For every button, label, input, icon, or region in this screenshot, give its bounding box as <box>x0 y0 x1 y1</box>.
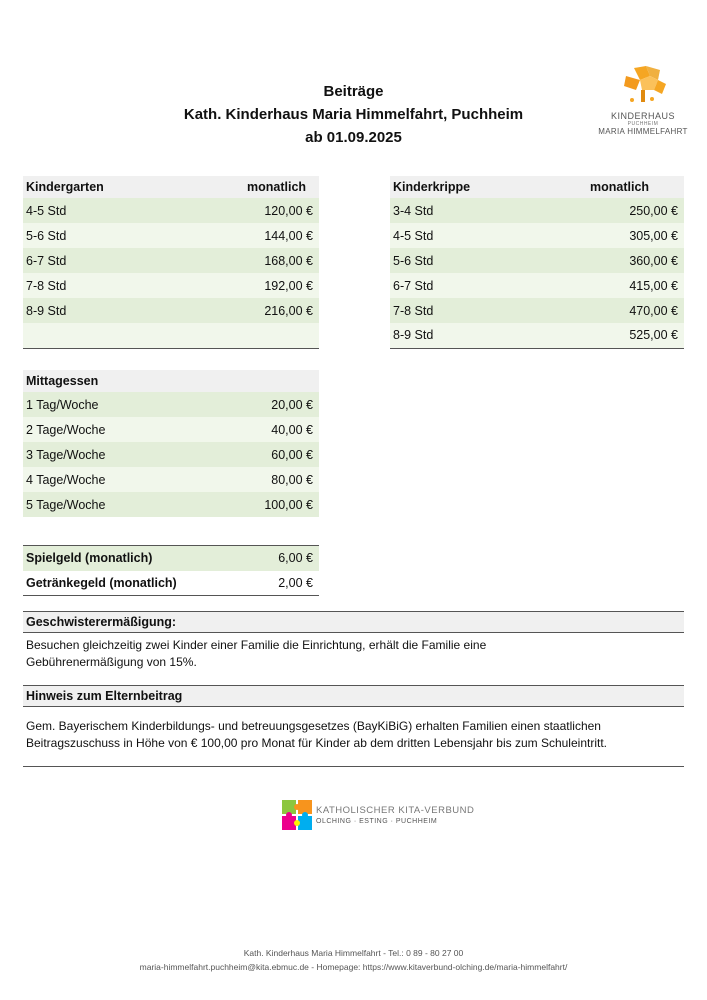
row-value: 100,00 € <box>223 492 319 517</box>
row-label: 5-6 Std <box>23 223 203 248</box>
row-label: 3-4 Std <box>390 198 550 223</box>
table-row <box>390 298 684 323</box>
row-label: 3 Tage/Woche <box>23 442 223 467</box>
row-value: 80,00 € <box>223 467 319 492</box>
row-value: 250,00 € <box>550 198 684 223</box>
geschwister-heading: Geschwisterermäßigung: <box>23 611 684 633</box>
row-value: 470,00 € <box>550 298 684 323</box>
table-row <box>390 248 684 273</box>
row-label: 7-8 Std <box>390 298 550 323</box>
geschwister-section <box>23 611 684 675</box>
table-row <box>390 323 684 348</box>
tree-logo-icon <box>620 66 666 104</box>
hinweis-text: Gem. Bayerischem Kinderbildungs- und betreuungsgesetzes (BayKiBiG) erhalten Familien einen staatlichen Beitragszuschuss in Höhe von € 100,00 pro Monat für Kinder ab dem dritten Lebensjahr bis zum Schuleintritt. <box>26 719 607 750</box>
table-header <box>23 370 319 392</box>
table-row <box>23 392 319 417</box>
table-row <box>23 417 319 442</box>
table-row <box>23 492 319 517</box>
table-row <box>23 546 319 571</box>
table-row <box>23 571 319 596</box>
row-label: Spielgeld (monatlich) <box>23 546 223 571</box>
page-title-line2: Kath. Kinderhaus Maria Himmelfahrt, Puchheim <box>183 106 524 123</box>
row-value: 40,00 € <box>223 417 319 442</box>
table-header <box>23 176 319 198</box>
row-value: 216,00 € <box>203 298 319 323</box>
table-row <box>23 273 319 298</box>
row-label: 8-9 Std <box>390 323 550 348</box>
column-header-monatlich: monatlich <box>203 176 319 198</box>
footer-line2: maria-himmelfahrt.puchheim@kita.ebmuc.de - Homepage: https://www.kitaverbund-olching.de/maria-himmelfahrt/ <box>139 962 568 972</box>
hinweis-heading: Hinweis zum Elternbeitrag <box>23 685 684 707</box>
row-label: 4 Tage/Woche <box>23 467 223 492</box>
table-row <box>390 223 684 248</box>
footer-line1: Kath. Kinderhaus Maria Himmelfahrt - Tel.: 0 89 - 80 27 00 <box>243 948 464 958</box>
table-header <box>390 176 684 198</box>
row-label: 4-5 Std <box>23 198 203 223</box>
row-value: 305,00 € <box>550 223 684 248</box>
column-header-monatlich: monatlich <box>550 176 684 198</box>
table-row <box>23 467 319 492</box>
kindergarten-table <box>23 176 319 349</box>
table-row <box>390 273 684 298</box>
page-title-line1: Beiträge <box>323 83 384 100</box>
row-label: 8-9 Std <box>23 298 203 323</box>
row-label: Getränkegeld (monatlich) <box>23 571 223 596</box>
table-row <box>23 442 319 467</box>
row-label: 6-7 Std <box>390 273 550 298</box>
row-value: 60,00 € <box>223 442 319 467</box>
extras-table <box>23 545 319 596</box>
table-row <box>23 298 319 323</box>
column-header-mittagessen: Mittagessen <box>23 370 223 392</box>
kita-verbund-logo <box>282 800 474 830</box>
logo-text-kinderhaus: KINDERHAUS <box>610 111 675 121</box>
verbund-title: KATHOLISCHER KITA-VERBUND <box>316 805 475 816</box>
table-row-empty <box>23 323 319 348</box>
logo-text-puchheim: PUCHHEIM <box>627 121 659 127</box>
kinderhaus-logo <box>598 66 688 136</box>
table-row <box>23 198 319 223</box>
table-row <box>23 223 319 248</box>
row-label: 5 Tage/Woche <box>23 492 223 517</box>
row-label: 4-5 Std <box>390 223 550 248</box>
mittagessen-table <box>23 370 319 517</box>
kinderkrippe-table <box>390 176 684 349</box>
puzzle-logo-icon <box>282 800 312 830</box>
logo-text-maria-himmelfahrt: MARIA HIMMELFAHRT <box>598 127 688 136</box>
row-value: 20,00 € <box>223 392 319 417</box>
page-title-line3: ab 01.09.2025 <box>305 129 402 146</box>
row-value: 144,00 € <box>203 223 319 248</box>
verbund-subtitle: OLCHING · ESTING · PUCHHEIM <box>316 818 438 825</box>
row-value: 6,00 € <box>223 546 319 571</box>
row-value: 415,00 € <box>550 273 684 298</box>
row-label: 6-7 Std <box>23 248 203 273</box>
geschwister-text: Besuchen gleichzeitig zwei Kinder einer Familie die Einrichtung, erhält die Familie eine Gebührenermäßigung von 15%. <box>26 638 487 669</box>
row-value: 360,00 € <box>550 248 684 273</box>
row-value: 168,00 € <box>203 248 319 273</box>
hinweis-section <box>23 685 684 767</box>
table-row <box>23 248 319 273</box>
row-value: 192,00 € <box>203 273 319 298</box>
column-header-kindergarten: Kindergarten <box>23 176 203 198</box>
column-header-kinderkrippe: Kinderkrippe <box>390 176 550 198</box>
table-row <box>390 198 684 223</box>
row-label: 1 Tag/Woche <box>23 392 223 417</box>
row-value: 120,00 € <box>203 198 319 223</box>
row-label: 2 Tage/Woche <box>23 417 223 442</box>
row-value: 2,00 € <box>223 571 319 596</box>
row-label: 5-6 Std <box>390 248 550 273</box>
row-label: 7-8 Std <box>23 273 203 298</box>
row-value: 525,00 € <box>550 323 684 348</box>
